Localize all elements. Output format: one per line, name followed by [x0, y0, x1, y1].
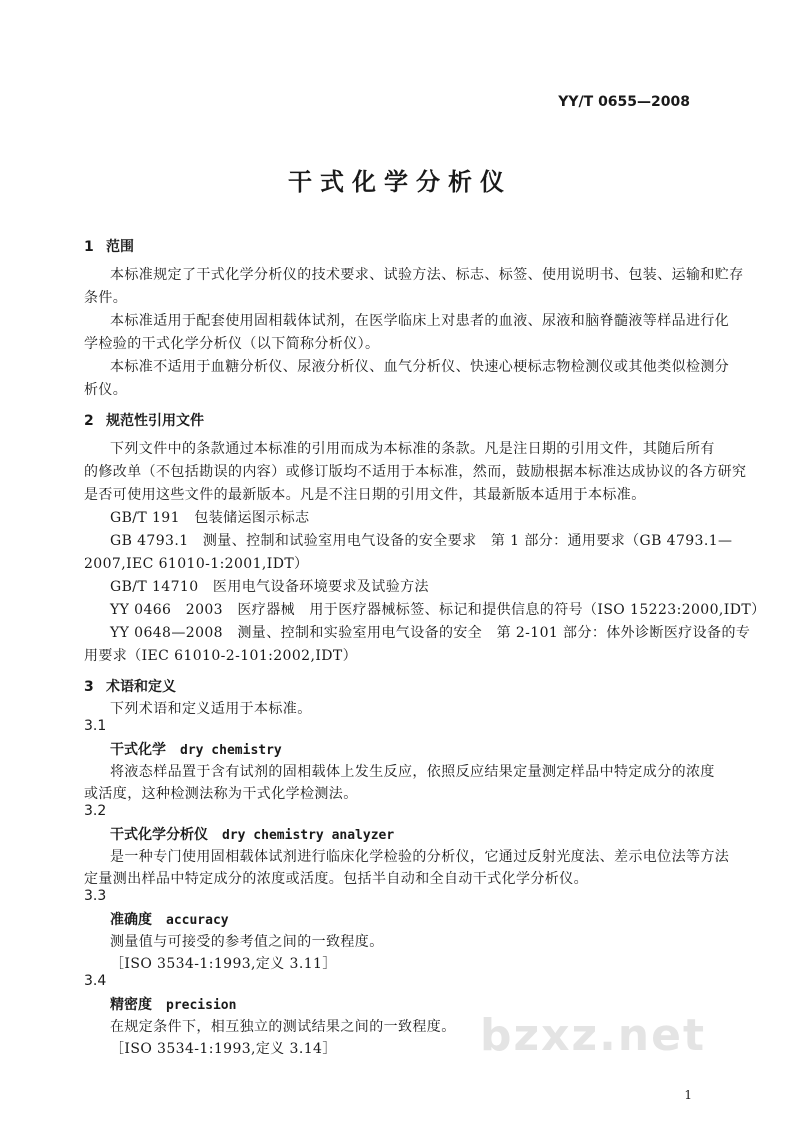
- paragraph-line: 学检验的干式化学分析仪（以下简称分析仪）。: [84, 336, 380, 352]
- definition-line: 或活度，这种检测法称为干式化学检测法。: [84, 786, 358, 802]
- definition-line: 将液态样品置于含有试剂的固相载体上发生反应，依照反应结果定量测定样品中特定成分的浓度: [110, 764, 715, 780]
- term-en: accuracy: [166, 913, 229, 928]
- section-number: 1: [84, 239, 94, 255]
- term-en: precision: [166, 998, 237, 1013]
- section-1-heading: [84, 236, 134, 256]
- standard-number: YY/T 0655—2008: [558, 94, 690, 110]
- reference-item-cont: 2007,IEC 61010-1:2001,IDT）: [84, 556, 309, 572]
- citation: ［ISO 3534-1:1993,定义 3.14］: [110, 1041, 337, 1057]
- paragraph-line: 下列文件中的条款通过本标准的引用而成为本标准的条款。凡是注日期的引用文件，其随后所有: [110, 441, 715, 457]
- term-heading: [110, 824, 394, 844]
- watermark: bzxz.net: [480, 1010, 707, 1061]
- term-cn: 精密度: [110, 997, 152, 1013]
- paragraph-line: 条件。: [84, 290, 128, 306]
- section-number: 3: [84, 679, 94, 695]
- section-title: 规范性引用文件: [106, 413, 204, 429]
- paragraph-line: 是否可使用这些文件的最新版本。凡是不注日期的引用文件，其最新版本适用于本标准。: [84, 487, 646, 503]
- term-number: 3.3: [84, 888, 107, 904]
- paragraph-line: 析仪。: [84, 382, 128, 398]
- term-cn: 准确度: [110, 912, 152, 928]
- term-heading: [110, 739, 282, 759]
- section-3-heading: [84, 676, 176, 696]
- reference-item-cont: 用要求（IEC 61010-2-101:2002,IDT）: [84, 648, 358, 664]
- section-title: 术语和定义: [106, 679, 176, 695]
- reference-item: GB/T 14710 医用电气设备环境要求及试验方法: [110, 579, 429, 595]
- reference-item: GB/T 191 包装储运图示标志: [110, 510, 310, 526]
- page-number: 1: [684, 1088, 692, 1102]
- citation: ［ISO 3534-1:1993,定义 3.11］: [110, 956, 337, 972]
- term-heading: [110, 994, 236, 1014]
- paragraph-line: 下列术语和定义适用于本标准。: [110, 701, 312, 717]
- reference-item: GB 4793.1 测量、控制和试验室用电气设备的安全要求 第 1 部分：通用要求（GB 4793.1—: [110, 533, 733, 549]
- definition-line: 测量值与可接受的参考值之间的一致程度。: [110, 934, 384, 950]
- definition-line: 在规定条件下，相互独立的测试结果之间的一致程度。: [110, 1019, 456, 1035]
- term-number: 3.2: [84, 803, 107, 819]
- term-number: 3.4: [84, 973, 107, 989]
- definition-line: 是一种专门使用固相载体试剂进行临床化学检验的分析仪，它通过反射光度法、差示电位法等方法: [110, 849, 730, 865]
- reference-item: YY 0648—2008 测量、控制和实验室用电气设备的安全 第 2-101 部分：体外诊断医疗设备的专: [110, 625, 751, 641]
- term-cn: 干式化学分析仪: [110, 827, 208, 843]
- page-title: 干式化学分析仪: [288, 168, 512, 196]
- section-2-heading: [84, 410, 204, 430]
- reference-item: YY 0466 2003 医疗器械 用于医疗器械标签、标记和提供信息的符号（ISO 15223:2000,IDT）: [110, 602, 766, 618]
- term-number: 3.1: [84, 718, 107, 734]
- section-title: 范围: [106, 239, 134, 255]
- section-number: 2: [84, 413, 94, 429]
- paragraph-line: 的修改单（不包括勘误的内容）或修订版均不适用于本标准，然而，鼓励根据本标准达成协议的各方研究: [84, 464, 747, 480]
- paragraph-line: 本标准规定了干式化学分析仪的技术要求、试验方法、标志、标签、使用说明书、包装、运输和贮存: [110, 267, 744, 283]
- paragraph-line: 本标准适用于配套使用固相载体试剂，在医学临床上对患者的血液、尿液和脑脊髓液等样品进行化: [110, 313, 730, 329]
- term-en: dry chemistry: [180, 743, 282, 758]
- paragraph-line: 本标准不适用于血糖分析仪、尿液分析仪、血气分析仪、快速心梗标志物检测仪或其他类似检测分: [110, 359, 730, 375]
- term-en: dry chemistry analyzer: [222, 828, 395, 843]
- term-cn: 干式化学: [110, 742, 166, 758]
- definition-line: 定量测出样品中特定成分的浓度或活度。包括半自动和全自动干式化学分析仪。: [84, 871, 588, 887]
- term-heading: [110, 909, 229, 929]
